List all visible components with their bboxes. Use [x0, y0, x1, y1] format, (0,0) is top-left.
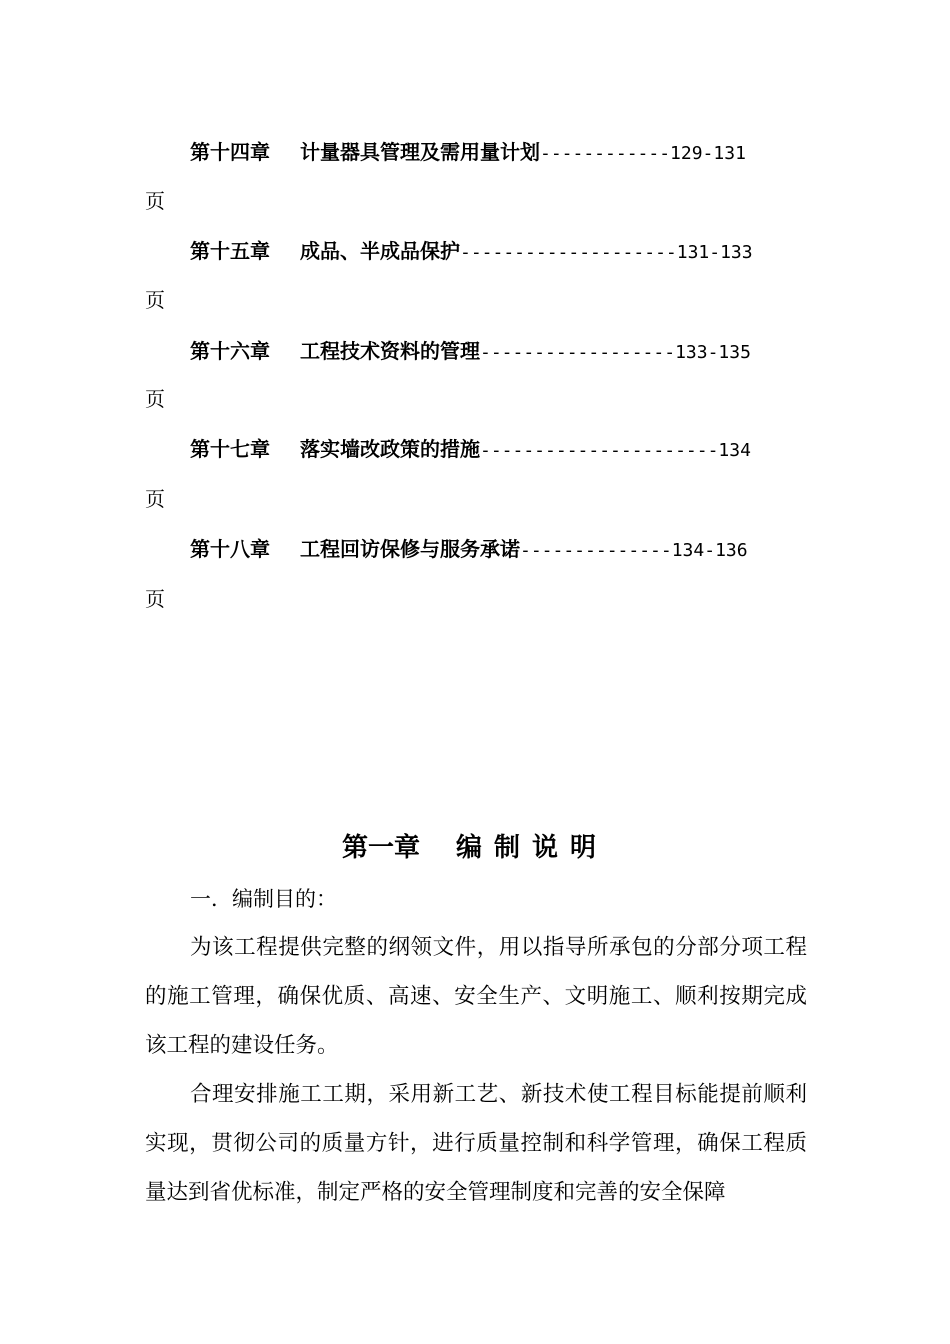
toc-entry-14	[190, 137, 746, 169]
toc-page-unit: 页	[145, 288, 165, 312]
toc-chapter-title: 工程技术资料的管理	[300, 339, 480, 363]
toc-leader-dashes: --------------	[520, 540, 672, 561]
toc-page-range: 133-135	[675, 342, 751, 363]
toc-leader-dashes: ------------------	[480, 342, 676, 363]
toc-chapter-title: 计量器具管理及需用量计划	[300, 140, 540, 164]
toc-entry-17	[190, 434, 751, 466]
toc-chapter-number: 第十四章	[190, 140, 270, 164]
toc-chapter-number: 第十七章	[190, 437, 270, 461]
toc-leader-dashes: --------------------	[460, 242, 677, 263]
toc-page-range: 134	[718, 440, 751, 461]
toc-chapter-title: 工程回访保修与服务承诺	[300, 537, 520, 561]
toc-chapter-title: 落实墙改政策的措施	[300, 437, 480, 461]
toc-page-unit: 页	[145, 387, 165, 411]
toc-page-unit: 页	[145, 487, 165, 511]
toc-page-unit: 页	[145, 587, 165, 611]
toc-chapter-number: 第十五章	[190, 239, 270, 263]
toc-page-range: 131-133	[676, 242, 753, 263]
chapter-heading	[0, 830, 950, 866]
toc-entry-16	[190, 336, 751, 368]
toc-entry-18	[190, 534, 748, 566]
toc-page-range: 134-136	[671, 540, 748, 561]
toc-chapter-number: 第十八章	[190, 537, 270, 561]
toc-chapter-title: 成品、半成品保护	[300, 239, 460, 263]
toc-chapter-number: 第十六章	[190, 339, 270, 363]
toc-leader-dashes: ----------------------	[480, 440, 719, 461]
chapter-title: 编制说明	[456, 833, 609, 863]
toc-page-range: 129-131	[670, 143, 746, 164]
section-heading: 一．编制目的：	[190, 887, 337, 911]
body-paragraph: 合理安排施工工期，采用新工艺、新技术使工程目标能提前顺利实现，贯彻公司的质量方针，进行质量控制和科学管理，确保工程质量达到省优标准，制定严格的安全管理制度和完善的安全保障	[145, 1082, 807, 1205]
chapter-number: 第一章	[341, 833, 420, 863]
toc-leader-dashes: ------------	[540, 143, 671, 164]
body-paragraph: 为该工程提供完整的纲领文件，用以指导所承包的分部分项工程的施工管理，确保优质、高速、安全生产、文明施工、顺利按期完成该工程的建设任务。	[145, 935, 807, 1058]
toc-entry-15	[190, 236, 753, 268]
toc-page-unit: 页	[145, 189, 165, 213]
